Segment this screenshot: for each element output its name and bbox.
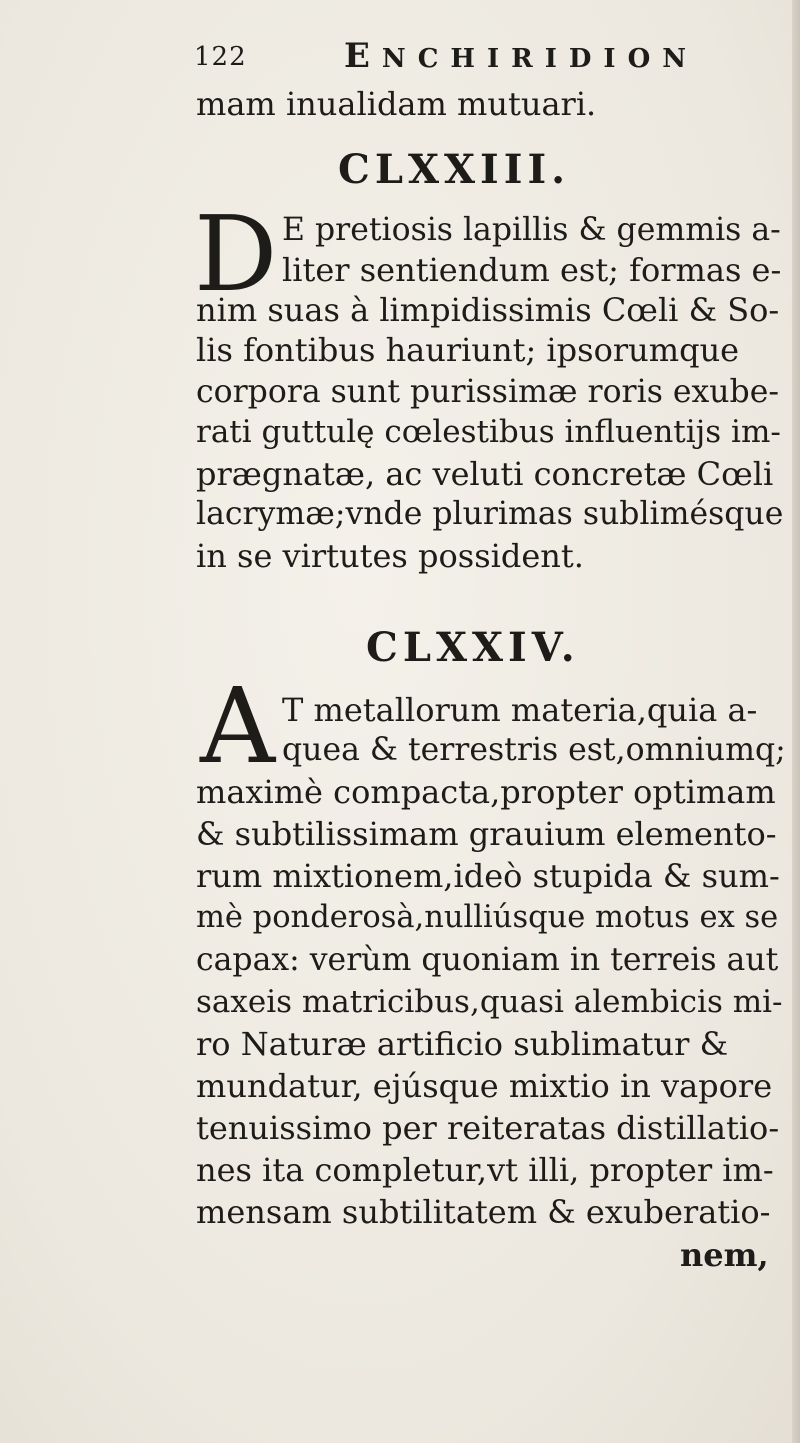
text-line: corpora sunt purissimæ roris exube- [196, 374, 780, 410]
catchword: nem, [680, 1236, 769, 1274]
running-title-rest: NCHIRIDION [381, 44, 699, 74]
text-line: nim suas à limpidissimis Cœli & So- [196, 291, 780, 329]
drop-cap-d: D [194, 193, 278, 315]
running-title [344, 36, 698, 76]
running-title-initial: E [344, 36, 382, 76]
text-line: E pretiosis lapillis & gemmis a- [282, 212, 781, 248]
text-line: T metallorum materia,quia a- [282, 691, 758, 729]
section-heading-clxxiv: CLXXIV. [366, 624, 580, 671]
text-line: lis fontibus hauriunt; ipsorumque [196, 331, 740, 369]
carryover-line: mam inualidam mutuari. [196, 85, 597, 123]
text-line: capax: verùm quoniam in terreis aut [196, 942, 779, 978]
text-line: saxeis matricibus,quasi alembicis mi- [196, 984, 783, 1020]
text-line: & subtilissimam grauium elemento- [196, 815, 777, 853]
text-line: rati guttulę cœlestibus influentijs im- [196, 414, 781, 450]
text-line: mundatur, ejúsque mixtio in vapore [196, 1067, 773, 1105]
text-line: in se virtutes possident. [196, 537, 584, 575]
text-line: liter sentiendum est; formas e- [282, 251, 782, 289]
text-line: tenuissimo per reiteratas distillatio- [196, 1109, 780, 1147]
drop-cap-a: A [200, 665, 276, 787]
text-line: nes ita completur,vt illi, propter im- [196, 1151, 774, 1189]
text-line: quea & terrestris est,omniumq; [282, 732, 786, 768]
text-line: mè ponderosà,nulliúsque motus ex se [196, 900, 779, 935]
running-header [194, 36, 699, 80]
text-line: lacrymæ;vnde plurimas sublimésque [196, 496, 784, 532]
text-line: prægnatæ, ac veluti concretæ Cœli [196, 455, 774, 493]
text-line: rum mixtionem,ideò stupida & sum- [196, 857, 780, 895]
text-line: ro Naturæ artificio sublimatur & [196, 1025, 729, 1063]
text-line: mensam subtilitatem & exuberatio- [196, 1193, 771, 1231]
page-number: 122 [194, 42, 247, 72]
section-heading-clxxiii: CLXXIII. [338, 146, 571, 193]
page-edge [792, 0, 800, 1443]
text-line: maximè compacta,propter optimam [196, 773, 776, 811]
